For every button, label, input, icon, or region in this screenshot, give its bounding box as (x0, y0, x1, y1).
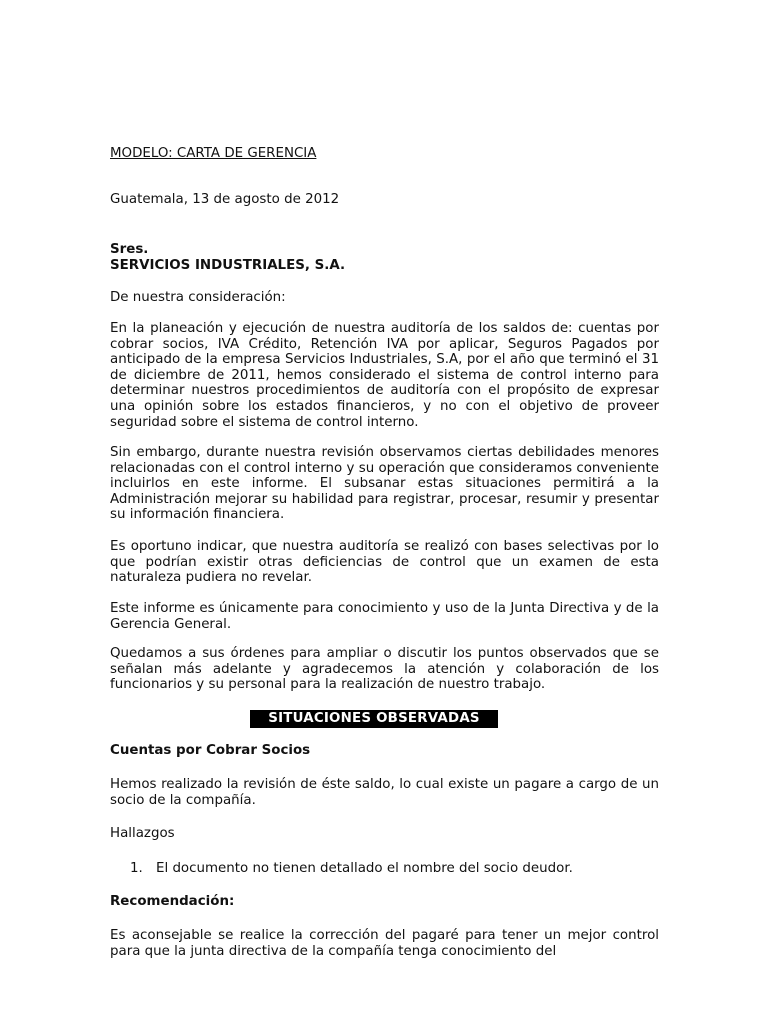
list-item (130, 861, 650, 877)
list-item-text: El documento no tienen detallado el nombre del socio deudor. (156, 861, 573, 876)
document-heading: MODELO: CARTA DE GERENCIA (110, 146, 317, 161)
paragraph-5: Quedamos a sus órdenes para ampliar o discutir los puntos observados que se señalan más adelante y agradecemos la atención y colaboración de los funcionarios y su personal para la realización de nuestro trabajo. (110, 646, 659, 693)
recommendation-text: Es aconsejable se realice la corrección del pagaré para tener un mejor control para que la junta directiva de la compañía tenga conocimiento del (110, 928, 659, 959)
paragraph-1: En la planeación y ejecución de nuestra auditoría de los saldos de: cuentas por cobrar socios, IVA Crédito, Retención IVA por aplicar, Seguros Pagados por anticipado de la empresa Servicios Industriales, S.A, por el año que terminó el 31 de diciembre de 2011, hemos considerado el sistema de control interno para determinar nuestros procedimientos de auditoría con el propósito de expresar una opinión sobre los estados financieros, y no con el objetivo de proveer seguridad sobre el sistema de control interno. (110, 321, 659, 430)
recipient-company: SERVICIOS INDUSTRIALES, S.A. (110, 258, 346, 273)
paragraph-3: Es oportuno indicar, que nuestra auditoría se realizó con bases selectivas por lo que podrían existir otras deficiencias de control que un examen de esta naturaleza pudiera no revelar. (110, 539, 659, 586)
recommendation-title: Recomendación: (110, 894, 235, 909)
list-item-number: 1. (130, 861, 143, 876)
situaciones-observadas-banner: SITUACIONES OBSERVADAS (250, 710, 498, 728)
place-date: Guatemala, 13 de agosto de 2012 (110, 192, 340, 207)
section-text: Hemos realizado la revisión de éste saldo, lo cual existe un pagare a cargo de un socio de la compañía. (110, 777, 659, 808)
findings-label: Hallazgos (110, 826, 175, 841)
section-title: Cuentas por Cobrar Socios (110, 743, 311, 758)
salutation-sres: Sres. (110, 242, 149, 257)
paragraph-2: Sin embargo, durante nuestra revisión observamos ciertas debilidades menores relacionadas con el control interno y su operación que consideramos conveniente incluirlos en este informe. El subsanar estas situaciones permitirá a la Administración mejorar su habilidad para registrar, procesar, resumir y presentar su información financiera. (110, 445, 659, 523)
greeting: De nuestra consideración: (110, 290, 286, 305)
paragraph-4: Este informe es únicamente para conocimiento y uso de la Junta Directiva y de la Gerencia General. (110, 601, 659, 632)
